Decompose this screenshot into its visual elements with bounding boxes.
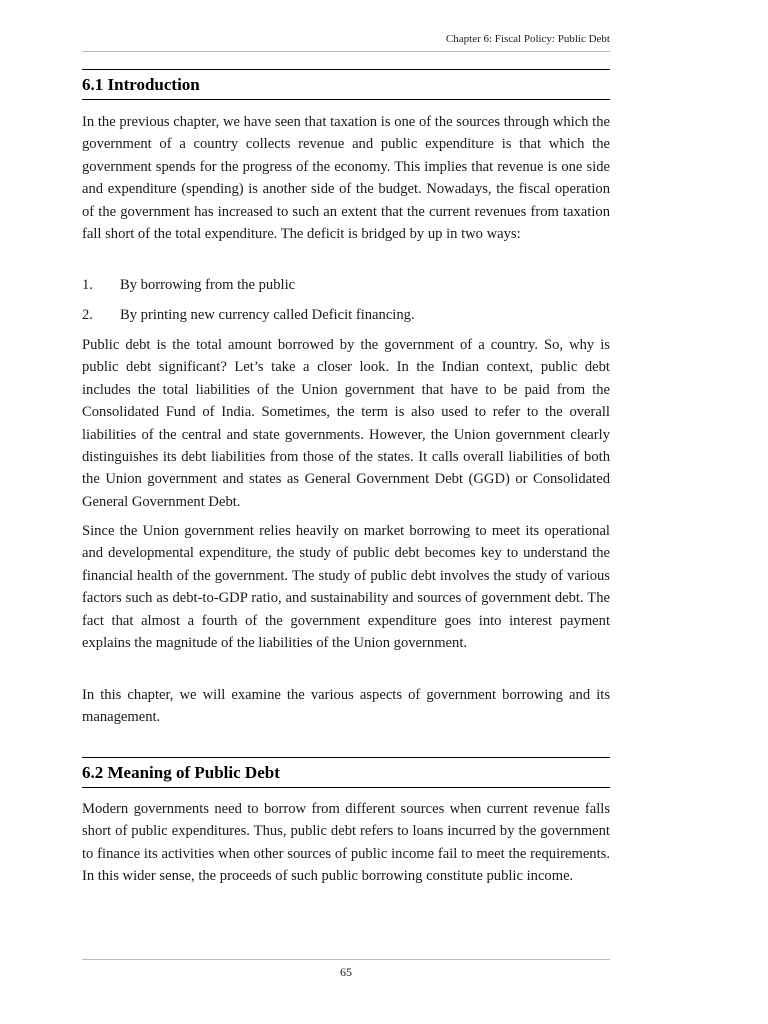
page-number: 65 [340, 965, 352, 979]
list-item-number: 2. [82, 307, 93, 323]
introduction-paragraph-4: In this chapter, we will examine the various aspects of government borrowing and its management. [82, 687, 610, 726]
list-item [82, 304, 610, 326]
list-item [82, 274, 610, 296]
introduction-paragraph-1-block [82, 111, 610, 245]
list-item-text: By printing new currency called Deficit financing. [120, 307, 415, 323]
introduction-paragraph-3-block [82, 520, 610, 654]
introduction-paragraph-2-block [82, 334, 610, 513]
section-heading-introduction: 6.1 Introduction [82, 69, 610, 100]
list-item-text: By borrowing from the public [120, 277, 296, 293]
meaning-paragraph-1-block [82, 798, 610, 888]
list-item-number: 1. [82, 277, 93, 293]
financing-methods-list [82, 274, 610, 326]
introduction-paragraph-3: Since the Union government relies heavily on market borrowing to meet its operational and developmental expenditure, the study of public debt becomes key to understand the financial health of the government. The study of public debt involves the study of various factors such as debt-to-GDP ratio, and sustainability and sources of government debt. The fact that almost a fourth of the government expenditure goes into interest payment explains the magnitude of the liabilities of the Union government. [82, 523, 610, 652]
running-header: Chapter 6: Fiscal Policy: Public Debt [445, 33, 610, 45]
header-divider [82, 51, 610, 52]
introduction-paragraph-2: Public debt is the total amount borrowed by the government of a country. So, why is public debt significant? Let’s take a closer look. In the Indian context, public debt includes the total liabilities of the Union government that have to be paid from the Consolidated Fund of India. Sometimes, the term is also used to refer to the overall liabilities of the central and state governments. However, the Union government clearly distinguishes its debt liabilities from those of the states. It calls overall liabilities of both the Union government and states as General Government Debt (GGD) or Consolidated General Government Debt. [82, 337, 610, 510]
introduction-paragraph-4-block [82, 684, 610, 729]
footer-divider [82, 959, 610, 960]
meaning-paragraph-1: Modern governments need to borrow from different sources when current revenue falls short of public expenditures. Thus, public debt refers to loans incurred by the government to finance its activities when other sources of public income fail to meet the requirements. In this wider sense, the proceeds of such public borrowing constitute public income. [82, 801, 610, 885]
introduction-paragraph-1: In the previous chapter, we have seen that taxation is one of the sources through which the government of a country collects revenue and public expenditure is that which the government spends for the progress of the economy. This implies that revenue is one side and expenditure (spending) is another side of the budget. Nowadays, the fiscal operation of the government has increased to such an extent that the current revenues from taxation fall short of the total expenditure. The deficit is bridged by up in two ways: [82, 114, 610, 243]
section-heading-meaning-of-public-debt: 6.2 Meaning of Public Debt [82, 757, 610, 788]
